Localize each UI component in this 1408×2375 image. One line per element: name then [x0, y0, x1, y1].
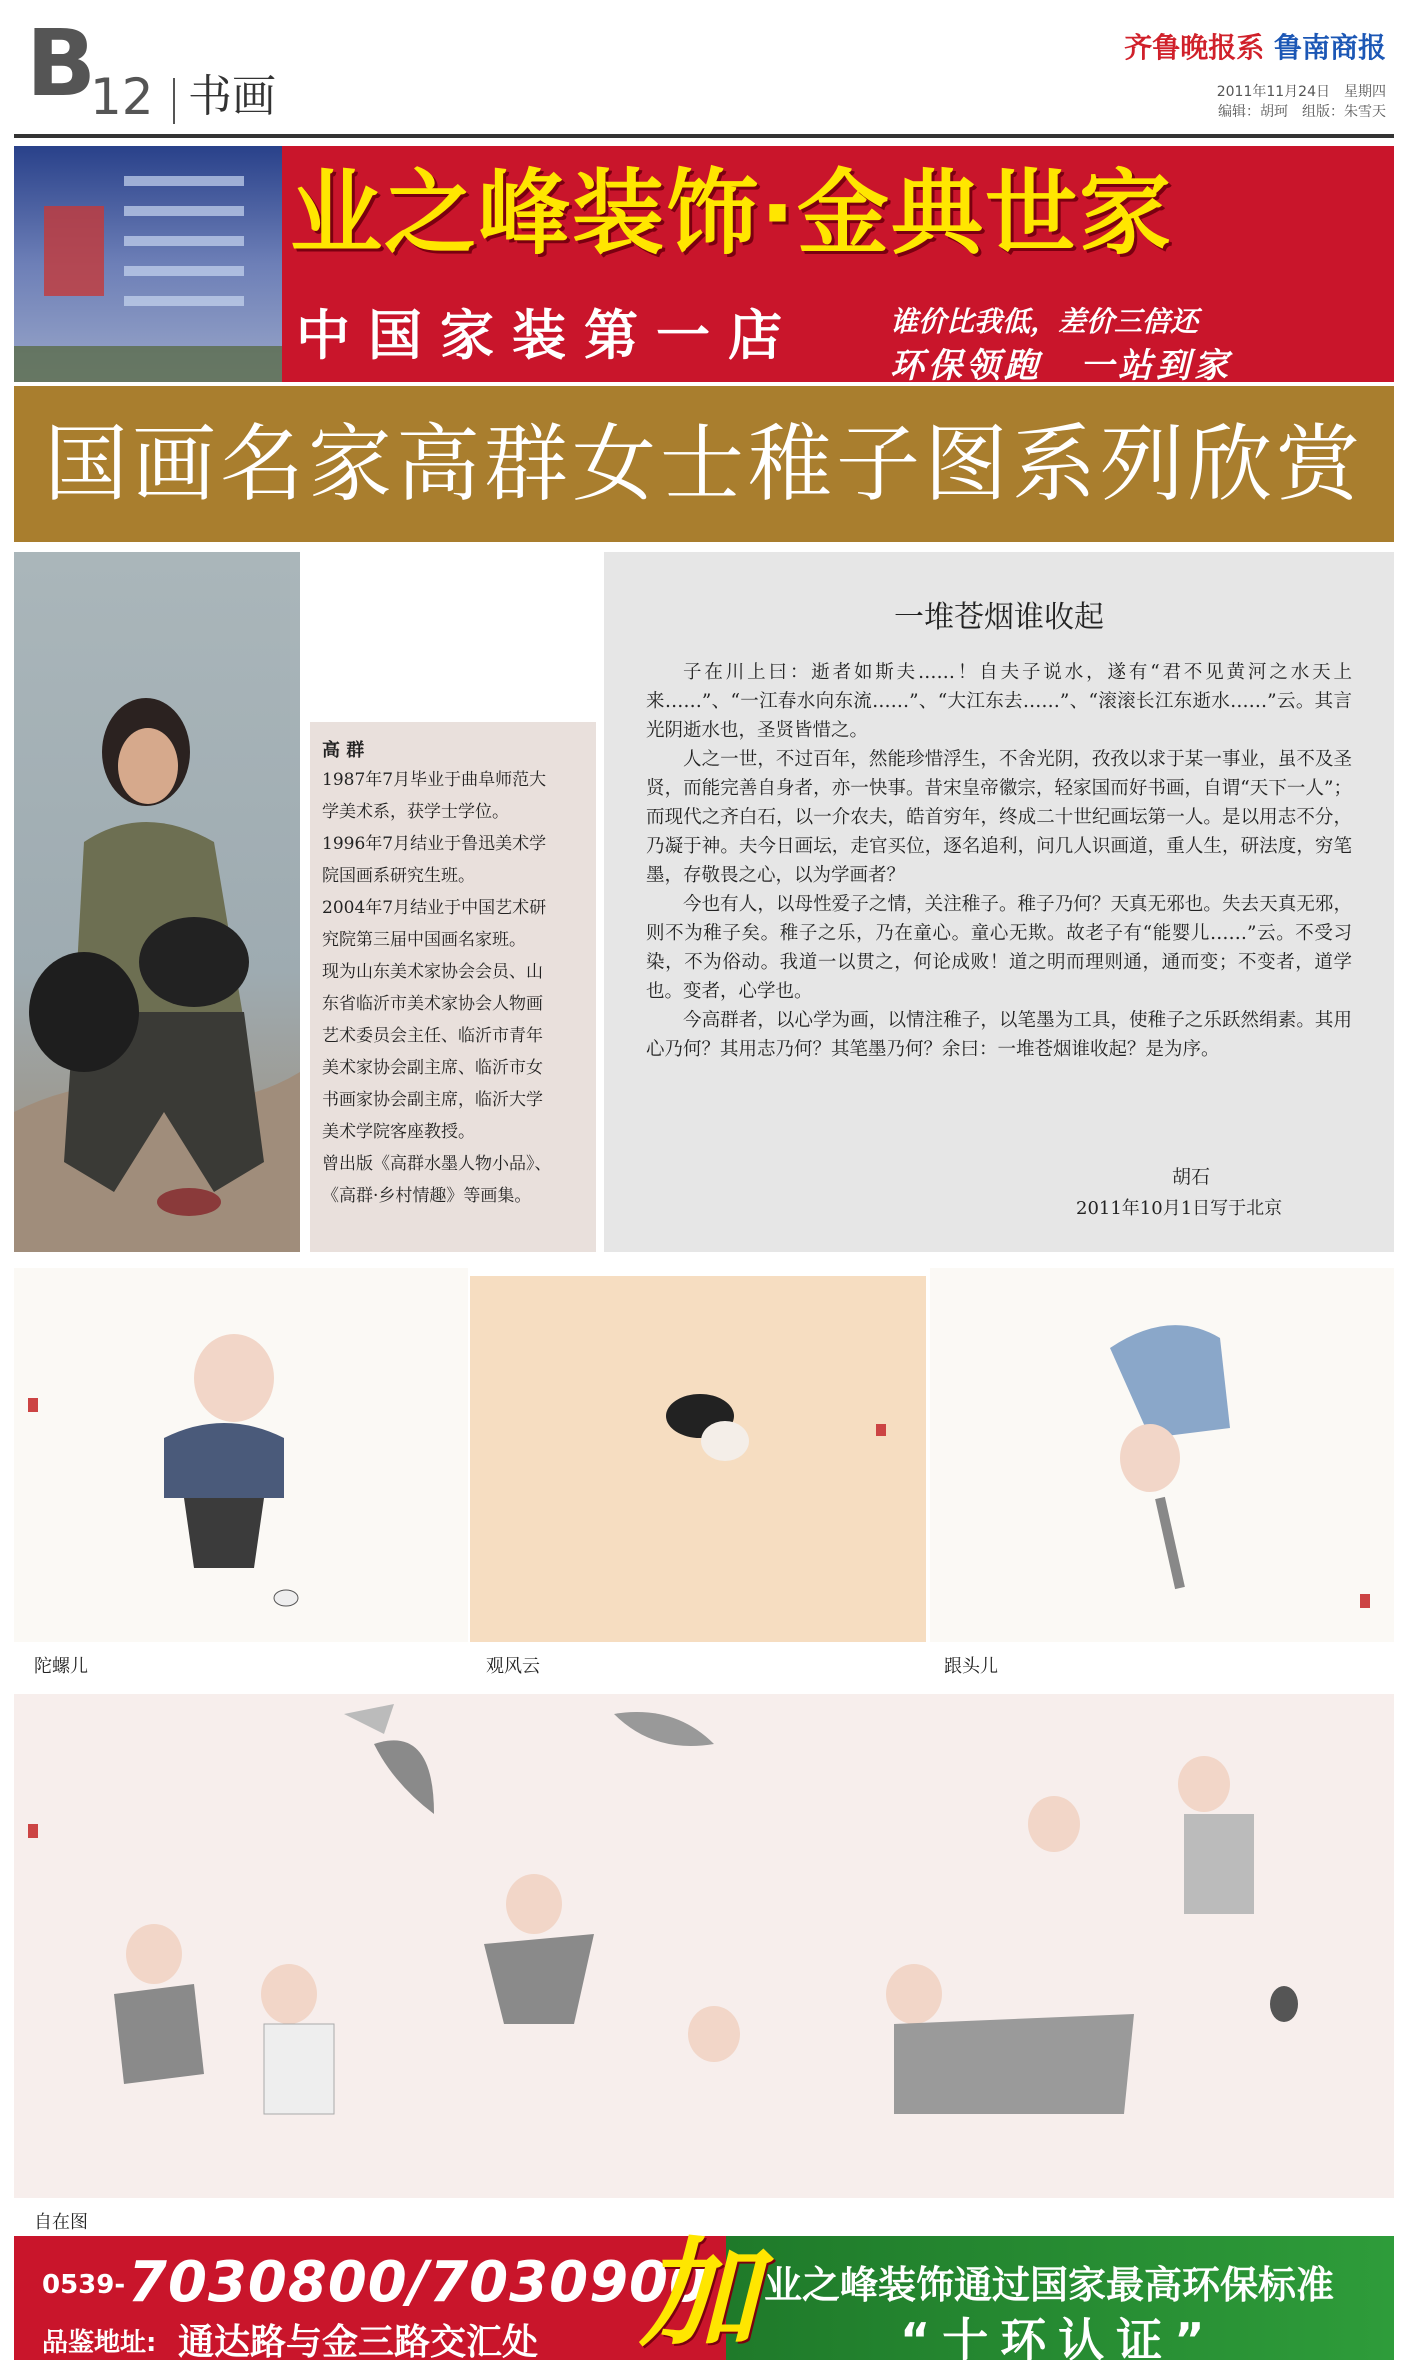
bio-line: 《高群·乡村情趣》等画集。: [322, 1186, 532, 1206]
bio-line: 美术学院客座教授。: [322, 1122, 475, 1142]
page-letter: B: [26, 10, 95, 117]
preface-author: 胡石: [1172, 1166, 1211, 1188]
painting-spinning-top-drawing: [14, 1268, 468, 1642]
caption-painting-4: 自在图: [34, 2212, 88, 2233]
preface-paragraph: 今也有人，以母性爱子之情，关注稚子。稚子乃何？天真无邪也。失去天真无邪，则不为稚子矣。稚子之乐，乃在童心。童心无欺。故老子有“能婴儿……”云。不受习染，不为俗动。我道一以贯之，何论成败！道之明而理则通，通而变；不变者，道学也。变者，心学也。: [646, 894, 1352, 1002]
preface-paragraph: 人之一世，不过百年，然能珍惜浮生，不舍光阴，孜孜以求于某一事业，虽不及圣贤，而能完善自身者，亦一快事。昔宋皇帝徽宗，轻家国而好书画，自谓“天下一人”；而现代之齐白石，以一介农夫，皓首穷年，终成二十世纪画坛第一人。是以用志不分，乃凝于神。夫今日画坛，走官买位，逐名追利，问几人识画道，重人生，研法度，穷笔墨，存敬畏之心，以为学画者？: [646, 749, 1352, 886]
caption-painting-2: 观风云: [486, 1656, 540, 1677]
artist-name: 高 群: [322, 740, 365, 761]
painting-somersault-drawing: [930, 1268, 1394, 1642]
bio-line: 究院第三届中国画名家班。: [322, 930, 526, 950]
painting-at-ease: [14, 1694, 1394, 2198]
newspaper-brand: [1124, 26, 1386, 66]
preface-body: [646, 658, 1352, 1064]
ad-address: 通达路与金三路交汇处: [178, 2322, 539, 2363]
bio-line: 美术家协会副主席、临沂市女: [322, 1058, 543, 1078]
preface-date: 2011年10月1日写于北京: [1076, 1198, 1283, 1219]
bio-line: 1987年7月毕业于曲阜师范大: [322, 770, 547, 790]
ad-address-label: 品鉴地址:: [42, 2328, 157, 2358]
bio-line: 学美术系，获学士学位。: [322, 802, 509, 822]
editor-credits: 编辑：胡珂 组版：朱雪天: [1218, 104, 1386, 120]
painting-somersault: [930, 1268, 1394, 1642]
ad-phone-area-code: 0539-: [42, 2270, 126, 2300]
artist-photo: [14, 552, 300, 1252]
issue-date: 2011年11月24日 星期四: [1216, 84, 1386, 100]
building-image: [14, 146, 282, 382]
ad-subheadline: 中国家装第一店: [296, 304, 800, 367]
ad-slogan-price: 谁价比我低，差价三倍还: [890, 305, 1199, 338]
issue-meta: [1217, 82, 1386, 122]
brand-paper-name: 鲁南商报: [1273, 31, 1386, 64]
ad-phone-number: 7030800/7030900: [128, 2250, 709, 2315]
caption-painting-1: 陀螺儿: [34, 1656, 88, 1677]
preface-paragraph: 今高群者，以心学为画，以情注稚子，以笔墨为工具，使稚子之乐跃然绢素。其用心乃何？其用志乃何？其笔墨乃何？余曰：一堆苍烟谁收起？是为序。: [646, 1010, 1352, 1060]
page-number: 12: [90, 68, 154, 126]
caption-painting-3: 跟头儿: [944, 1656, 998, 1677]
top-advertisement: [14, 146, 1394, 382]
brand-group-name: 齐鲁晚报系: [1124, 31, 1265, 64]
painting-watching-clouds: [470, 1276, 926, 1642]
painting-at-ease-drawing: [14, 1694, 1394, 2198]
bio-line: 2004年7月结业于中国艺术研: [322, 898, 547, 918]
ad-green-certification: “十环认证”: [900, 2313, 1217, 2367]
ad-headline: 业之峰装饰·金典世家: [290, 160, 1173, 267]
artist-photo-drawing: [14, 552, 300, 1252]
painting-watching-clouds-drawing: [470, 1276, 926, 1642]
bio-line: 现为山东美术家协会会员、山: [322, 962, 543, 982]
header-separator: [173, 78, 175, 124]
bio-line: 书画家协会副主席，临沂大学: [322, 1090, 543, 1110]
painting-spinning-top: [14, 1268, 468, 1642]
bio-line: 曾出版《高群水墨人物小品》、: [322, 1154, 552, 1174]
bio-line: 艺术委员会主任、临沂市青年: [322, 1026, 543, 1046]
bio-line: 1996年7月结业于鲁迅美术学: [322, 834, 547, 854]
ad-big-character: 加: [640, 2224, 759, 2363]
preface-title: 一堆苍烟谁收起: [894, 600, 1104, 635]
preface-paragraph: 子在川上曰：逝者如斯夫……！自夫子说水，遂有“君不见黄河之水天上来……”、“一江春水向东流……”、“大江东去……”、“滚滚长江东逝水……”云。其言光阴逝水也，圣贤皆惜之。: [646, 662, 1352, 741]
ad-green-headline: 业之峰装饰通过国家最高环保标准: [764, 2263, 1335, 2307]
ad-slogan-eco: 环保领跑 一站到家: [890, 346, 1232, 382]
section-title: 书画: [188, 71, 276, 122]
bio-line: 院国画系研究生班。: [322, 866, 475, 886]
bio-line: 东省临沂市美术家协会人物画: [322, 994, 543, 1014]
feature-title: 国画名家高群女士稚子图系列欣赏: [43, 415, 1364, 513]
header-rule: [14, 134, 1394, 138]
